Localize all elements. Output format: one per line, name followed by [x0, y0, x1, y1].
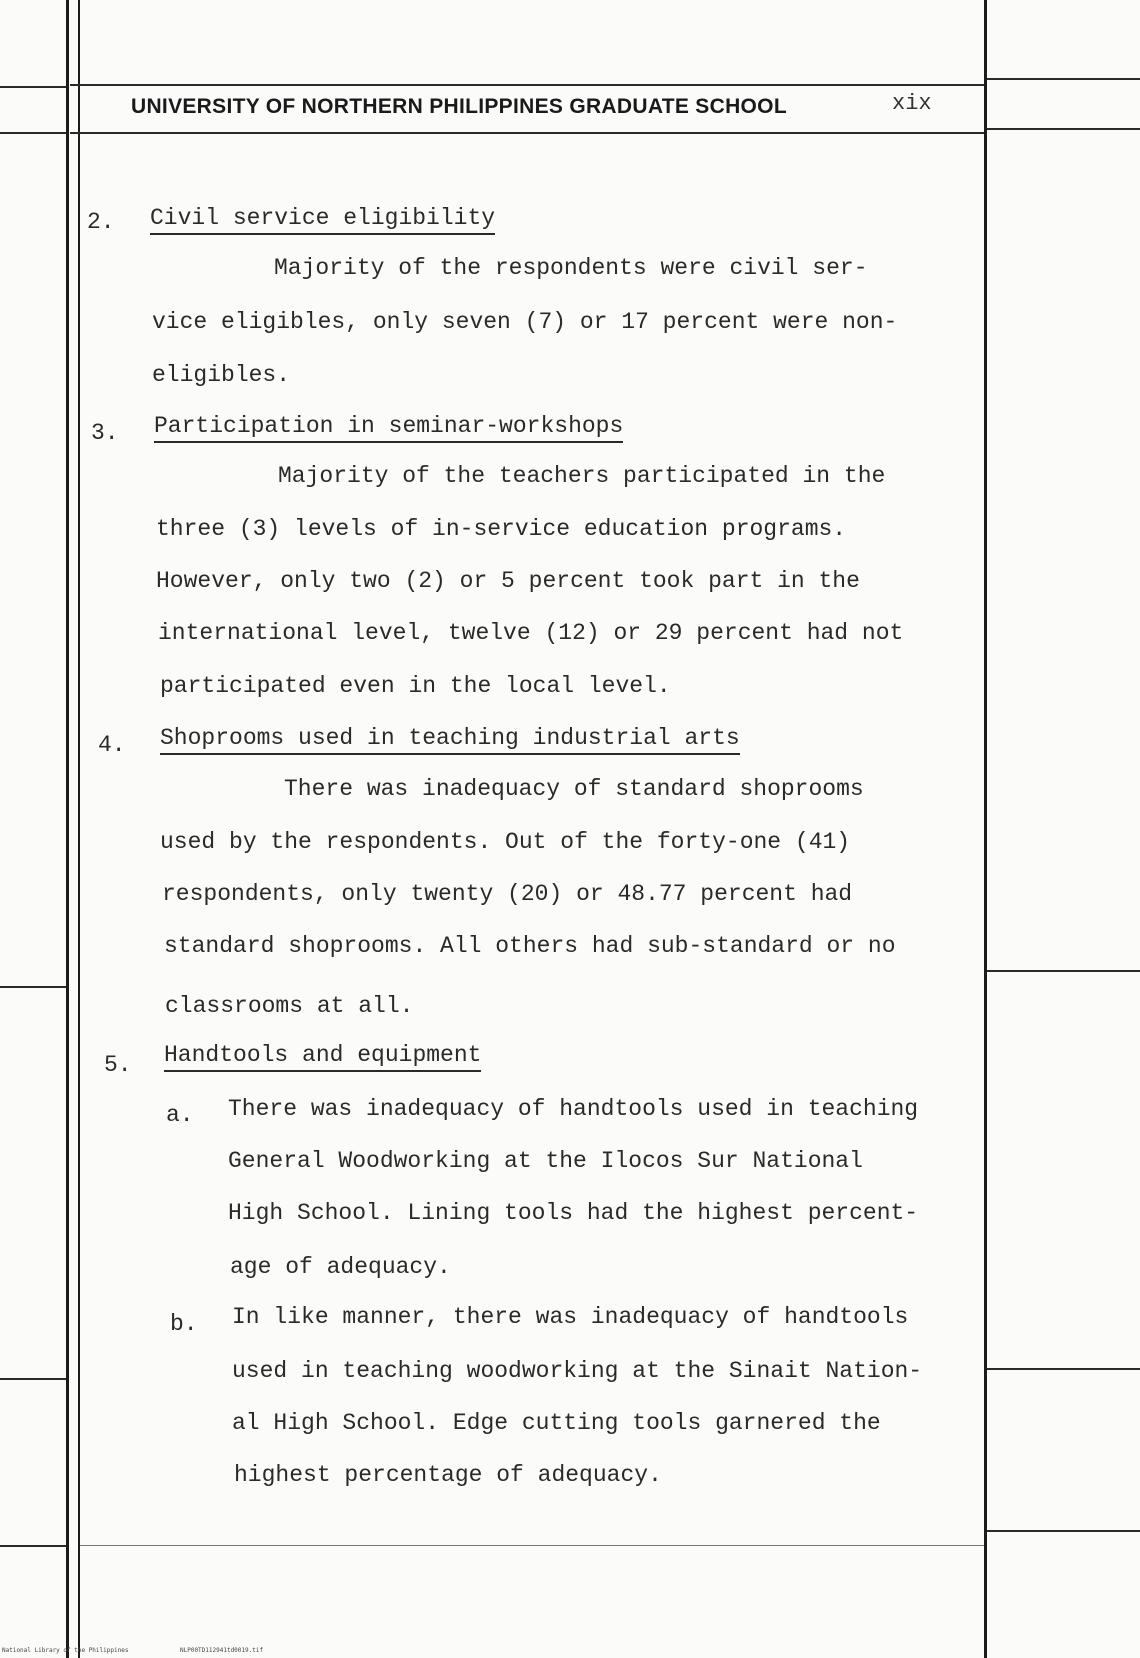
left-tick-2 [0, 132, 66, 134]
section-number: 3. [91, 420, 119, 446]
paragraph-line: standard shoprooms. All others had sub-standard or no [164, 933, 896, 959]
section-heading: Shoprooms used in teaching industrial arts [160, 727, 740, 755]
paragraph-line: international level, twelve (12) or 29 percent had not [158, 620, 904, 646]
left-tick-4 [0, 1378, 66, 1380]
section-number: 5. [104, 1052, 132, 1078]
left-margin-line [66, 0, 69, 1658]
bottom-rule [80, 1545, 984, 1546]
right-margin-line [984, 0, 987, 1658]
item-letter: a. [166, 1102, 194, 1128]
paragraph-line: Majority of the respondents were civil ser- [274, 255, 868, 281]
paragraph-line: However, only two (2) or 5 percent took part in the [156, 568, 860, 594]
paragraph-line: In like manner, there was inadequacy of handtools [232, 1304, 909, 1330]
right-tick-2 [987, 128, 1140, 130]
inner-left-line [78, 0, 80, 1658]
page-title: UNIVERSITY OF NORTHERN PHILIPPINES GRADUATE SCHOOL [131, 95, 787, 118]
item-letter: b. [170, 1311, 198, 1337]
right-tick-3 [987, 970, 1140, 972]
paragraph-line: There was inadequacy of standard shoprooms [284, 776, 864, 802]
paragraph-line: vice eligibles, only seven (7) or 17 percent were non- [152, 309, 898, 335]
left-tick-3 [0, 986, 66, 988]
section-number: 4. [98, 732, 126, 758]
paragraph-line: classrooms at all. [165, 993, 414, 1019]
page-number: xix [892, 91, 932, 116]
paragraph-line: al High School. Edge cutting tools garnered the [232, 1410, 881, 1436]
right-tick-5 [987, 1530, 1140, 1532]
header-bottom-rule [70, 132, 984, 134]
paragraph-line: High School. Lining tools had the highest percent- [228, 1200, 919, 1226]
paragraph-line: There was inadequacy of handtools used in teaching [228, 1096, 919, 1122]
left-tick-5 [0, 1545, 66, 1547]
section-heading: Participation in seminar-workshops [154, 415, 623, 443]
footer-filename: NLP00TD112941td0019.tif [180, 1647, 264, 1654]
right-tick-4 [987, 1368, 1140, 1370]
right-tick-1 [987, 78, 1140, 80]
paragraph-line: eligibles. [152, 362, 291, 388]
paragraph-line: respondents, only twenty (20) or 48.77 percent had [162, 881, 853, 907]
paragraph-line: used in teaching woodworking at the Sinait Nation- [232, 1358, 923, 1384]
paragraph-line: participated even in the local level. [160, 673, 671, 699]
paragraph-line: General Woodworking at the Ilocos Sur National [228, 1148, 863, 1174]
paragraph-line: used by the respondents. Out of the forty-one (41) [160, 829, 851, 855]
section-number: 2. [87, 209, 115, 235]
section-heading: Civil service eligibility [150, 207, 495, 235]
paragraph-line: highest percentage of adequacy. [234, 1462, 662, 1488]
paragraph-line: three (3) levels of in-service education programs. [156, 516, 847, 542]
left-tick-1 [0, 86, 66, 88]
section-heading: Handtools and equipment [164, 1044, 481, 1072]
paragraph-line: age of adequacy. [230, 1254, 451, 1280]
header-top-rule [70, 84, 984, 86]
paragraph-line: Majority of the teachers participated in the [278, 463, 886, 489]
footer-source: National Library of the Philippines [2, 1647, 129, 1654]
